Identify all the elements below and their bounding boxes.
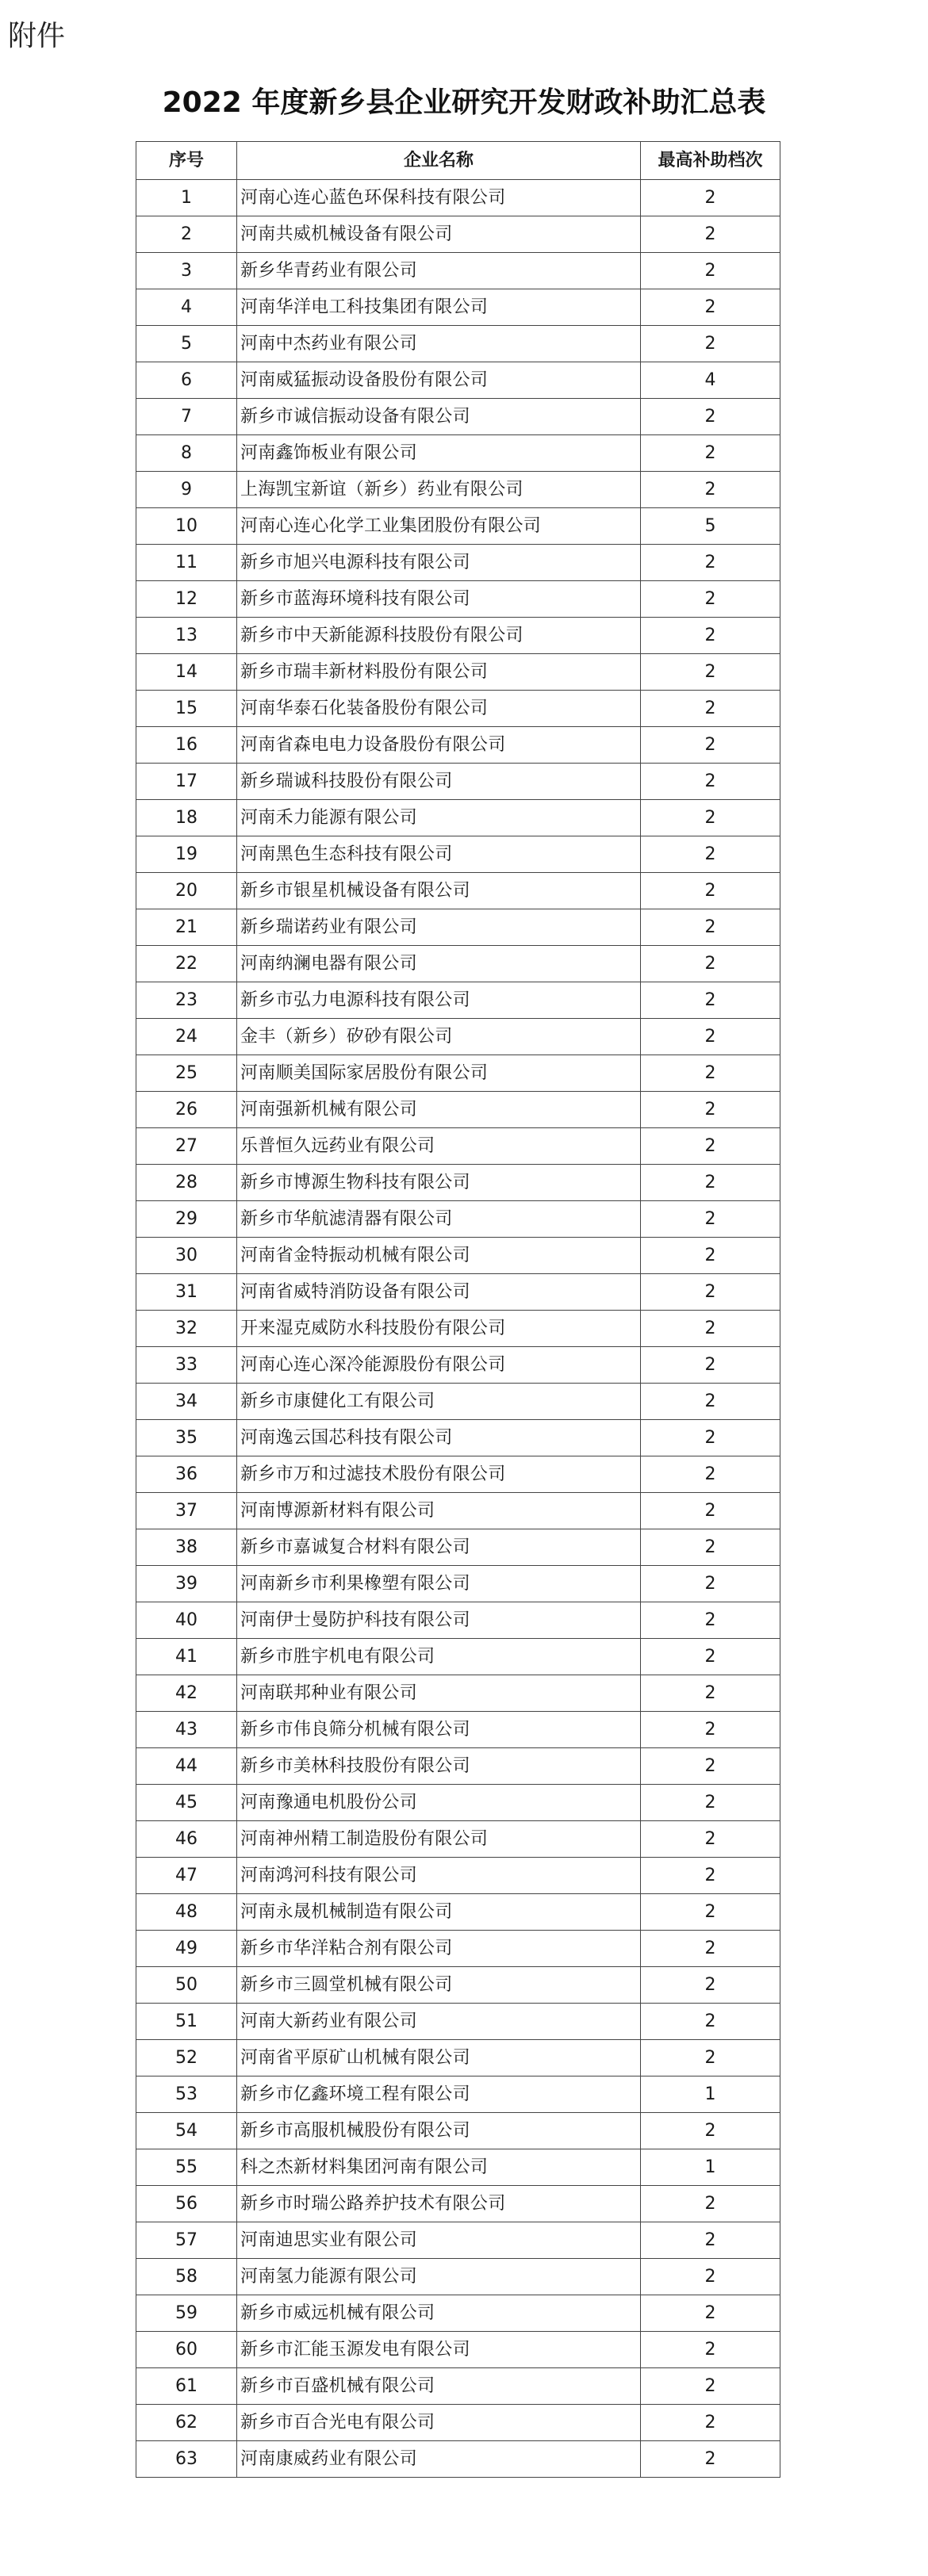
row-company-name: 河南心连心化学工业集团股份有限公司 xyxy=(237,508,641,545)
row-seq: 52 xyxy=(136,2040,237,2076)
row-subsidy-level: 2 xyxy=(641,2222,780,2259)
table-row xyxy=(136,581,780,618)
table-row xyxy=(136,764,780,800)
table-row xyxy=(136,216,780,253)
row-subsidy-level: 2 xyxy=(641,2040,780,2076)
row-company-name: 新乡市瑞丰新材料股份有限公司 xyxy=(237,654,641,691)
row-company-name: 河南逸云国芯科技有限公司 xyxy=(237,1420,641,1456)
table-row xyxy=(136,472,780,508)
table-row xyxy=(136,545,780,581)
row-company-name: 河南心连心深冷能源股份有限公司 xyxy=(237,1347,641,1384)
row-company-name: 河南大新药业有限公司 xyxy=(237,2004,641,2040)
row-company-name: 河南鸿河科技有限公司 xyxy=(237,1858,641,1894)
row-subsidy-level: 2 xyxy=(641,654,780,691)
row-subsidy-level: 2 xyxy=(641,289,780,326)
document-title: 2022 年度新乡县企业研究开发财政补助汇总表 xyxy=(162,86,766,119)
row-company-name: 新乡市万和过滤技术股份有限公司 xyxy=(237,1456,641,1493)
table-row xyxy=(136,909,780,946)
table-row xyxy=(136,1712,780,1748)
row-seq: 45 xyxy=(136,1785,237,1821)
table-row xyxy=(136,289,780,326)
table-row xyxy=(136,946,780,982)
row-subsidy-level: 2 xyxy=(641,2186,780,2222)
table-row xyxy=(136,1675,780,1712)
row-company-name: 新乡瑞诺药业有限公司 xyxy=(237,909,641,946)
subsidy-summary-table xyxy=(136,141,780,2478)
row-seq: 59 xyxy=(136,2295,237,2332)
row-company-name: 新乡市亿鑫环境工程有限公司 xyxy=(237,2076,641,2113)
row-seq: 58 xyxy=(136,2259,237,2295)
row-subsidy-level: 2 xyxy=(641,1529,780,1566)
row-seq: 5 xyxy=(136,326,237,362)
row-subsidy-level: 2 xyxy=(641,618,780,654)
table-row xyxy=(136,1019,780,1055)
row-seq: 35 xyxy=(136,1420,237,1456)
row-company-name: 新乡市蓝海环境科技有限公司 xyxy=(237,581,641,618)
row-seq: 49 xyxy=(136,1931,237,1967)
row-seq: 40 xyxy=(136,1602,237,1639)
row-company-name: 河南顺美国际家居股份有限公司 xyxy=(237,1055,641,1092)
row-subsidy-level: 2 xyxy=(641,691,780,727)
row-subsidy-level: 2 xyxy=(641,1785,780,1821)
row-company-name: 河南康威药业有限公司 xyxy=(237,2441,641,2478)
row-subsidy-level: 2 xyxy=(641,2368,780,2405)
row-subsidy-level: 2 xyxy=(641,253,780,289)
row-subsidy-level: 2 xyxy=(641,1384,780,1420)
row-company-name: 河南纳澜电器有限公司 xyxy=(237,946,641,982)
row-subsidy-level: 2 xyxy=(641,2405,780,2441)
row-seq: 48 xyxy=(136,1894,237,1931)
table-row xyxy=(136,2332,780,2368)
row-subsidy-level: 2 xyxy=(641,982,780,1019)
row-seq: 34 xyxy=(136,1384,237,1420)
row-seq: 55 xyxy=(136,2149,237,2186)
row-subsidy-level: 2 xyxy=(641,909,780,946)
row-seq: 23 xyxy=(136,982,237,1019)
row-seq: 29 xyxy=(136,1201,237,1238)
row-seq: 21 xyxy=(136,909,237,946)
row-company-name: 新乡市银星机械设备有限公司 xyxy=(237,873,641,909)
row-seq: 15 xyxy=(136,691,237,727)
row-seq: 9 xyxy=(136,472,237,508)
row-seq: 26 xyxy=(136,1092,237,1128)
row-company-name: 新乡华青药业有限公司 xyxy=(237,253,641,289)
table-row xyxy=(136,2149,780,2186)
row-company-name: 新乡市胜宇机电有限公司 xyxy=(237,1639,641,1675)
row-subsidy-level: 2 xyxy=(641,435,780,472)
row-seq: 53 xyxy=(136,2076,237,2113)
row-seq: 1 xyxy=(136,180,237,216)
table-row xyxy=(136,1092,780,1128)
row-company-name: 开来湿克威防水科技股份有限公司 xyxy=(237,1311,641,1347)
row-seq: 4 xyxy=(136,289,237,326)
row-company-name: 河南华泰石化装备股份有限公司 xyxy=(237,691,641,727)
row-subsidy-level: 2 xyxy=(641,1165,780,1201)
row-company-name: 新乡市旭兴电源科技有限公司 xyxy=(237,545,641,581)
table-row xyxy=(136,2441,780,2478)
table-row xyxy=(136,1931,780,1967)
row-seq: 47 xyxy=(136,1858,237,1894)
row-company-name: 河南华洋电工科技集团有限公司 xyxy=(237,289,641,326)
table-row xyxy=(136,836,780,873)
row-seq: 28 xyxy=(136,1165,237,1201)
header-seq: 序号 xyxy=(136,142,237,180)
row-company-name: 新乡市时瑞公路养护技术有限公司 xyxy=(237,2186,641,2222)
table-row xyxy=(136,1055,780,1092)
row-subsidy-level: 2 xyxy=(641,873,780,909)
row-subsidy-level: 2 xyxy=(641,1639,780,1675)
table-row xyxy=(136,1967,780,2004)
table-row xyxy=(136,2405,780,2441)
row-seq: 12 xyxy=(136,581,237,618)
table-row xyxy=(136,1311,780,1347)
table-row xyxy=(136,618,780,654)
row-company-name: 金丰（新乡）矽砂有限公司 xyxy=(237,1019,641,1055)
row-subsidy-level: 2 xyxy=(641,1201,780,1238)
row-seq: 6 xyxy=(136,362,237,399)
row-subsidy-level: 2 xyxy=(641,946,780,982)
table-row xyxy=(136,654,780,691)
row-company-name: 河南省金特振动机械有限公司 xyxy=(237,1238,641,1274)
row-subsidy-level: 2 xyxy=(641,1347,780,1384)
row-seq: 43 xyxy=(136,1712,237,1748)
table-row xyxy=(136,2186,780,2222)
table-row xyxy=(136,1894,780,1931)
row-company-name: 新乡市嘉诚复合材料有限公司 xyxy=(237,1529,641,1566)
row-seq: 63 xyxy=(136,2441,237,2478)
row-subsidy-level: 2 xyxy=(641,1821,780,1858)
row-company-name: 新乡市威远机械有限公司 xyxy=(237,2295,641,2332)
table-row xyxy=(136,1347,780,1384)
row-company-name: 河南伊士曼防护科技有限公司 xyxy=(237,1602,641,1639)
row-seq: 42 xyxy=(136,1675,237,1712)
row-subsidy-level: 2 xyxy=(641,2004,780,2040)
row-seq: 19 xyxy=(136,836,237,873)
row-seq: 24 xyxy=(136,1019,237,1055)
table-row xyxy=(136,1602,780,1639)
row-company-name: 新乡市弘力电源科技有限公司 xyxy=(237,982,641,1019)
row-company-name: 河南迪思实业有限公司 xyxy=(237,2222,641,2259)
table-row xyxy=(136,1493,780,1529)
row-company-name: 河南豫通电机股份公司 xyxy=(237,1785,641,1821)
table-row xyxy=(136,1201,780,1238)
header-subsidy-level: 最高补助档次 xyxy=(641,142,780,180)
row-seq: 25 xyxy=(136,1055,237,1092)
table-row xyxy=(136,2259,780,2295)
table-row xyxy=(136,180,780,216)
row-subsidy-level: 2 xyxy=(641,2259,780,2295)
row-seq: 2 xyxy=(136,216,237,253)
row-subsidy-level: 2 xyxy=(641,1675,780,1712)
row-company-name: 河南中杰药业有限公司 xyxy=(237,326,641,362)
table-row xyxy=(136,2040,780,2076)
row-company-name: 新乡市诚信振动设备有限公司 xyxy=(237,399,641,435)
row-subsidy-level: 2 xyxy=(641,2441,780,2478)
row-company-name: 河南博源新材料有限公司 xyxy=(237,1493,641,1529)
row-seq: 33 xyxy=(136,1347,237,1384)
row-seq: 41 xyxy=(136,1639,237,1675)
table-row xyxy=(136,362,780,399)
row-subsidy-level: 1 xyxy=(641,2076,780,2113)
row-subsidy-level: 4 xyxy=(641,362,780,399)
table-row xyxy=(136,399,780,435)
row-subsidy-level: 2 xyxy=(641,836,780,873)
row-subsidy-level: 2 xyxy=(641,764,780,800)
row-subsidy-level: 2 xyxy=(641,2295,780,2332)
row-seq: 57 xyxy=(136,2222,237,2259)
row-company-name: 新乡市中天新能源科技股份有限公司 xyxy=(237,618,641,654)
row-company-name: 新乡瑞诚科技股份有限公司 xyxy=(237,764,641,800)
row-subsidy-level: 2 xyxy=(641,1019,780,1055)
row-subsidy-level: 2 xyxy=(641,1931,780,1967)
row-company-name: 新乡市三圆堂机械有限公司 xyxy=(237,1967,641,2004)
row-seq: 38 xyxy=(136,1529,237,1566)
row-seq: 56 xyxy=(136,2186,237,2222)
row-company-name: 河南共威机械设备有限公司 xyxy=(237,216,641,253)
table-row xyxy=(136,1165,780,1201)
row-company-name: 新乡市百盛机械有限公司 xyxy=(237,2368,641,2405)
table-row xyxy=(136,1639,780,1675)
header-company-name: 企业名称 xyxy=(237,142,641,180)
attachment-label: 附件 xyxy=(8,20,66,52)
row-company-name: 河南神州精工制造股份有限公司 xyxy=(237,1821,641,1858)
table-row xyxy=(136,1821,780,1858)
row-seq: 7 xyxy=(136,399,237,435)
row-subsidy-level: 2 xyxy=(641,581,780,618)
row-seq: 8 xyxy=(136,435,237,472)
table-row xyxy=(136,2113,780,2149)
table-row xyxy=(136,2368,780,2405)
row-seq: 46 xyxy=(136,1821,237,1858)
table-row xyxy=(136,691,780,727)
row-company-name: 河南心连心蓝色环保科技有限公司 xyxy=(237,180,641,216)
table-row xyxy=(136,1858,780,1894)
row-subsidy-level: 2 xyxy=(641,399,780,435)
table-row xyxy=(136,1128,780,1165)
row-subsidy-level: 2 xyxy=(641,1128,780,1165)
table-row xyxy=(136,727,780,764)
row-company-name: 河南省威特消防设备有限公司 xyxy=(237,1274,641,1311)
row-seq: 13 xyxy=(136,618,237,654)
row-seq: 61 xyxy=(136,2368,237,2405)
table-row xyxy=(136,1384,780,1420)
table-header-row xyxy=(136,142,780,180)
row-company-name: 新乡市康健化工有限公司 xyxy=(237,1384,641,1420)
row-seq: 62 xyxy=(136,2405,237,2441)
row-subsidy-level: 2 xyxy=(641,1712,780,1748)
table-row xyxy=(136,2295,780,2332)
row-seq: 20 xyxy=(136,873,237,909)
row-subsidy-level: 2 xyxy=(641,1055,780,1092)
row-company-name: 新乡市百合光电有限公司 xyxy=(237,2405,641,2441)
row-seq: 36 xyxy=(136,1456,237,1493)
row-company-name: 科之杰新材料集团河南有限公司 xyxy=(237,2149,641,2186)
row-seq: 27 xyxy=(136,1128,237,1165)
row-subsidy-level: 1 xyxy=(641,2149,780,2186)
row-subsidy-level: 2 xyxy=(641,1566,780,1602)
row-subsidy-level: 5 xyxy=(641,508,780,545)
row-subsidy-level: 2 xyxy=(641,472,780,508)
row-company-name: 河南黑色生态科技有限公司 xyxy=(237,836,641,873)
row-seq: 10 xyxy=(136,508,237,545)
row-subsidy-level: 2 xyxy=(641,1456,780,1493)
row-seq: 14 xyxy=(136,654,237,691)
row-seq: 30 xyxy=(136,1238,237,1274)
row-subsidy-level: 2 xyxy=(641,1967,780,2004)
row-company-name: 河南新乡市利果橡塑有限公司 xyxy=(237,1566,641,1602)
row-subsidy-level: 2 xyxy=(641,2113,780,2149)
row-company-name: 河南永晟机械制造有限公司 xyxy=(237,1894,641,1931)
row-company-name: 河南威猛振动设备股份有限公司 xyxy=(237,362,641,399)
table-row xyxy=(136,800,780,836)
table-row xyxy=(136,2004,780,2040)
row-seq: 51 xyxy=(136,2004,237,2040)
row-seq: 17 xyxy=(136,764,237,800)
row-company-name: 河南鑫饰板业有限公司 xyxy=(237,435,641,472)
row-subsidy-level: 2 xyxy=(641,1274,780,1311)
row-subsidy-level: 2 xyxy=(641,1602,780,1639)
row-seq: 39 xyxy=(136,1566,237,1602)
row-seq: 37 xyxy=(136,1493,237,1529)
row-seq: 54 xyxy=(136,2113,237,2149)
row-seq: 3 xyxy=(136,253,237,289)
table-row xyxy=(136,508,780,545)
row-company-name: 河南强新机械有限公司 xyxy=(237,1092,641,1128)
row-seq: 31 xyxy=(136,1274,237,1311)
table-row xyxy=(136,1420,780,1456)
row-subsidy-level: 2 xyxy=(641,1238,780,1274)
row-company-name: 新乡市高服机械股份有限公司 xyxy=(237,2113,641,2149)
row-seq: 22 xyxy=(136,946,237,982)
row-company-name: 上海凯宝新谊（新乡）药业有限公司 xyxy=(237,472,641,508)
row-company-name: 新乡市博源生物科技有限公司 xyxy=(237,1165,641,1201)
row-subsidy-level: 2 xyxy=(641,800,780,836)
row-company-name: 河南省森电电力设备股份有限公司 xyxy=(237,727,641,764)
row-subsidy-level: 2 xyxy=(641,1858,780,1894)
row-company-name: 新乡市伟良筛分机械有限公司 xyxy=(237,1712,641,1748)
table-row xyxy=(136,253,780,289)
row-subsidy-level: 2 xyxy=(641,727,780,764)
row-company-name: 新乡市汇能玉源发电有限公司 xyxy=(237,2332,641,2368)
row-subsidy-level: 2 xyxy=(641,216,780,253)
row-seq: 18 xyxy=(136,800,237,836)
table-row xyxy=(136,435,780,472)
table-row xyxy=(136,326,780,362)
row-subsidy-level: 2 xyxy=(641,326,780,362)
table-row xyxy=(136,873,780,909)
row-company-name: 河南氢力能源有限公司 xyxy=(237,2259,641,2295)
row-subsidy-level: 2 xyxy=(641,545,780,581)
row-company-name: 新乡市美林科技股份有限公司 xyxy=(237,1748,641,1785)
row-company-name: 河南禾力能源有限公司 xyxy=(237,800,641,836)
table-row xyxy=(136,1785,780,1821)
row-seq: 11 xyxy=(136,545,237,581)
table-row xyxy=(136,1456,780,1493)
row-company-name: 河南联邦种业有限公司 xyxy=(237,1675,641,1712)
row-company-name: 河南省平原矿山机械有限公司 xyxy=(237,2040,641,2076)
table-row xyxy=(136,1529,780,1566)
table-header xyxy=(136,142,780,180)
row-subsidy-level: 2 xyxy=(641,1420,780,1456)
row-company-name: 新乡市华洋粘合剂有限公司 xyxy=(237,1931,641,1967)
table-row xyxy=(136,2222,780,2259)
table-row xyxy=(136,982,780,1019)
table-body xyxy=(136,180,780,2478)
row-seq: 60 xyxy=(136,2332,237,2368)
table-row xyxy=(136,1238,780,1274)
row-seq: 16 xyxy=(136,727,237,764)
row-subsidy-level: 2 xyxy=(641,2332,780,2368)
row-company-name: 乐普恒久远药业有限公司 xyxy=(237,1128,641,1165)
row-seq: 32 xyxy=(136,1311,237,1347)
table-row xyxy=(136,1748,780,1785)
row-subsidy-level: 2 xyxy=(641,1493,780,1529)
row-seq: 44 xyxy=(136,1748,237,1785)
row-subsidy-level: 2 xyxy=(641,1092,780,1128)
row-subsidy-level: 2 xyxy=(641,180,780,216)
row-subsidy-level: 2 xyxy=(641,1748,780,1785)
table-row xyxy=(136,2076,780,2113)
row-company-name: 新乡市华航滤清器有限公司 xyxy=(237,1201,641,1238)
row-subsidy-level: 2 xyxy=(641,1311,780,1347)
table-row xyxy=(136,1274,780,1311)
row-subsidy-level: 2 xyxy=(641,1894,780,1931)
table-row xyxy=(136,1566,780,1602)
row-seq: 50 xyxy=(136,1967,237,2004)
